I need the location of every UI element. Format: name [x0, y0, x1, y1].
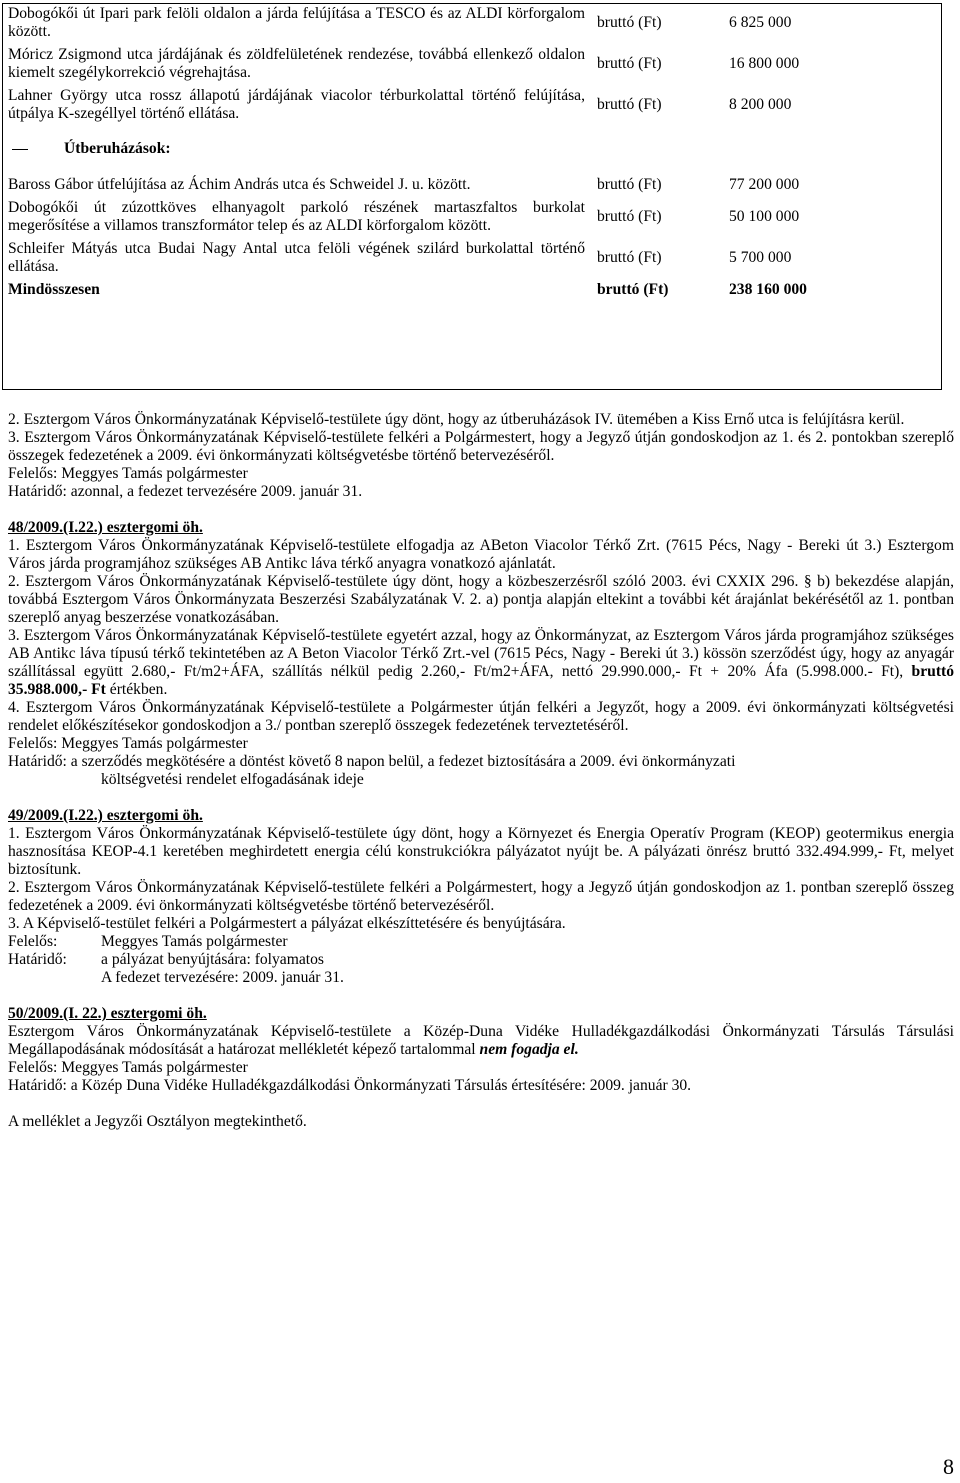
deadline-line [8, 951, 954, 969]
responsible-line: Felelős: Meggyes Tamás polgármester [8, 735, 248, 752]
row-unit: bruttó (Ft) [597, 208, 662, 225]
paragraph: 3. Esztergom Város Önkormányzatának Képviselő-testülete felkéri a Polgármestert, hogy a Jegyző útján gondoskodjon az 1. és 2. pontokban szereplő összegek fedezetének a 2009. évi önkormányzati költségvetésbe történő betervezéséről. [8, 429, 954, 464]
total-label: Mindösszesen [8, 281, 100, 298]
row-amount: 50 100 000 [729, 208, 800, 225]
table-row [2, 197, 942, 238]
paragraph [8, 627, 954, 699]
paragraph-text: Esztergom Város Önkormányzatának Képviselő-testülete a Közép-Duna Vidéke Hulladékgazdálkodási Önkormányzati Társulás Társulási Megállapodásának módosítását a határozat mellékletét képező tartalommal [8, 1023, 954, 1058]
row-amount: 5 700 000 [729, 249, 792, 266]
row-description: Móricz Zsigmond utca járdájának és zöldfelületének rendezése, továbbá ellenkező oldalon kiemelt szegélykorrekció végrehajtása. [8, 46, 585, 81]
annex-note: A melléklet a Jegyzői Osztályon megtekinthető. [8, 1113, 307, 1130]
page-number: 8 [943, 1454, 954, 1479]
paragraph: 4. Esztergom Város Önkormányzatának Képviselő-testülete a Polgármester útján felkéri a Jegyzőt, hogy a 2009. évi önkormányzati költségvetési rendelet előkészítésekor gondoskodjon a 3./ pontban szereplő összegek fedezetének terveztetéséről. [8, 699, 954, 734]
total-row [2, 279, 942, 302]
responsible-line [8, 933, 954, 951]
resolution-title: 50/2009.(I. 22.) esztergomi öh. [8, 1005, 207, 1022]
table-row [2, 238, 942, 279]
paragraph-text: értékben. [105, 681, 168, 698]
deadline-value: a pályázat benyújtására: folyamatos [101, 951, 324, 968]
paragraph [8, 1023, 954, 1059]
paragraph: 2. Esztergom Város Önkormányzatának Képviselő-testülete úgy dönt, hogy az útberuházások IV. ütemében a Kiss Ernő utca is felújításra kerül. [8, 411, 905, 428]
row-unit: bruttó (Ft) [597, 249, 662, 266]
responsible-label: Felelős: [8, 933, 58, 950]
table-row [2, 3, 942, 44]
cost-table [2, 3, 942, 302]
table-row [2, 85, 942, 126]
row-unit: bruttó (Ft) [597, 55, 662, 72]
table-row [2, 174, 942, 197]
dash-bullet [12, 149, 28, 150]
row-unit: bruttó (Ft) [597, 14, 662, 31]
section-heading: Útberuházások: [64, 140, 171, 157]
paragraph-text: 3. Esztergom Város Önkormányzatának Képviselő-testülete egyetért azzal, hogy az Önkormányzat, az Esztergom Város járda programjához szükséges AB Antikc láva típusú térkő tekintetében az A Beton Viacolor Térkő Zrt.-vel (7615 Pécs, Nagy - Bereki út 3.) kössön szerződést úgy, hogy az anyagár szállítással együtt 2.680,- Ft/m2+ÁFA, szállítás nélkül pedig 2.260,- Ft/m2+ÁFA, nettó 29.990.000,- Ft + 20% Áfa (5.998.000.- Ft), [8, 627, 954, 680]
total-unit: bruttó (Ft) [597, 281, 669, 298]
paragraph: 2. Esztergom Város Önkormányzatának Képviselő-testülete felkéri a Polgármestert, hogy a Jegyző útján gondoskodjon az 1. pontban szereplő összeg fedezetének a 2009. évi önkormányzati költségvetésbe történő betervezéséről. [8, 879, 954, 914]
responsible-line: Felelős: Meggyes Tamás polgármester [8, 465, 248, 482]
deadline-line-cont: költségvetési rendelet elfogadásának ideje [101, 771, 364, 788]
row-description: Dobogókői út Ipari park felöli oldalon a járda felújítása a TESCO és az ALDI körforgalom között. [8, 5, 585, 40]
paragraph: 1. Esztergom Város Önkormányzatának Képviselő-testülete úgy dönt, hogy a Környezet és Energia Operatív Program (KEOP) geotermikus energia hasznosítása KEOP-4.1 keretében meghirdetett energia célú konstrukciókra pályázatot nyújt be. A pályázati önrész bruttó 332.494.999,- Ft, melyet biztosítunk. [8, 825, 954, 878]
row-amount: 16 800 000 [729, 55, 800, 72]
deadline-label: Határidő: [8, 951, 67, 968]
row-amount: 6 825 000 [729, 14, 792, 31]
total-amount: 238 160 000 [729, 281, 807, 298]
row-description: Schleifer Mátyás utca Budai Nagy Antal utca felöli végének szilárd burkolattal történő ellátása. [8, 240, 585, 275]
resolution-title: 49/2009.(I.22.) esztergomi öh. [8, 807, 203, 824]
resolution-title: 48/2009.(I.22.) esztergomi öh. [8, 519, 203, 536]
row-description: Lahner György utca rossz állapotú járdájának viacolor térburkolattal történő felújítása, útpálya K-szegéllyel történő ellátása. [8, 87, 585, 122]
row-unit: bruttó (Ft) [597, 176, 662, 193]
emphasis: nem fogadja el. [479, 1041, 579, 1058]
row-amount: 77 200 000 [729, 176, 800, 193]
responsible-value: Meggyes Tamás polgármester [101, 933, 288, 950]
deadline-line: Határidő: a szerződés megkötésére a döntést követő 8 napon belül, a fedezet biztosítására a 2009. évi önkormányzati [8, 753, 736, 770]
table-row [2, 44, 942, 85]
paragraph: 3. A Képviselő-testület felkéri a Polgármestert a pályázat elkészíttetésére és benyújtására. [8, 915, 566, 932]
row-unit: bruttó (Ft) [597, 96, 662, 113]
section-heading-row [2, 126, 942, 174]
deadline-value: A fedezet tervezésére: 2009. január 31. [101, 969, 344, 986]
row-amount: 8 200 000 [729, 96, 792, 113]
responsible-line: Felelős: Meggyes Tamás polgármester [8, 1059, 248, 1076]
deadline-line: Határidő: a Közép Duna Vidéke Hulladékgazdálkodási Önkormányzati Társulás értesítésére: 2009. január 30. [8, 1077, 692, 1094]
deadline-line: Határidő: azonnal, a fedezet tervezésére 2009. január 31. [8, 483, 363, 500]
gross-amount: bruttó 35.988.000,- Ft [8, 663, 954, 698]
row-description: Baross Gábor útfelújítása az Áchim András utca és Schweidel J. u. között. [8, 176, 471, 193]
resolution-text [8, 411, 954, 1131]
paragraph: 1. Esztergom Város Önkormányzatának Képviselő-testülete elfogadja az ABeton Viacolor Térkő Zrt. (7615 Pécs, Nagy - Bereki út 3.) Esztergom Város járda programjához szükséges AB Antikc láva térkő anyagra vonatkozó ajánlatát. [8, 537, 954, 572]
paragraph: 2. Esztergom Város Önkormányzatának Képviselő-testülete úgy dönt, hogy a közbeszerzésről szóló 2003. évi CXXIX 296. § b) bekezdése alapján, továbbá Esztergom Város Önkormányzata Beszerzési Szabályzatának V. 2. a) pontja alapján eltekint a további két árajánlat bekérésétől az 1. pontban szereplő anyag beszerzése vonatkozásában. [8, 573, 954, 626]
row-description: Dobogókői út zúzottköves elhanyagolt parkoló részének martaszfaltos burkolat megerősítése a villamos transzformátor telep és az ALDI körforgalom között. [8, 199, 585, 234]
